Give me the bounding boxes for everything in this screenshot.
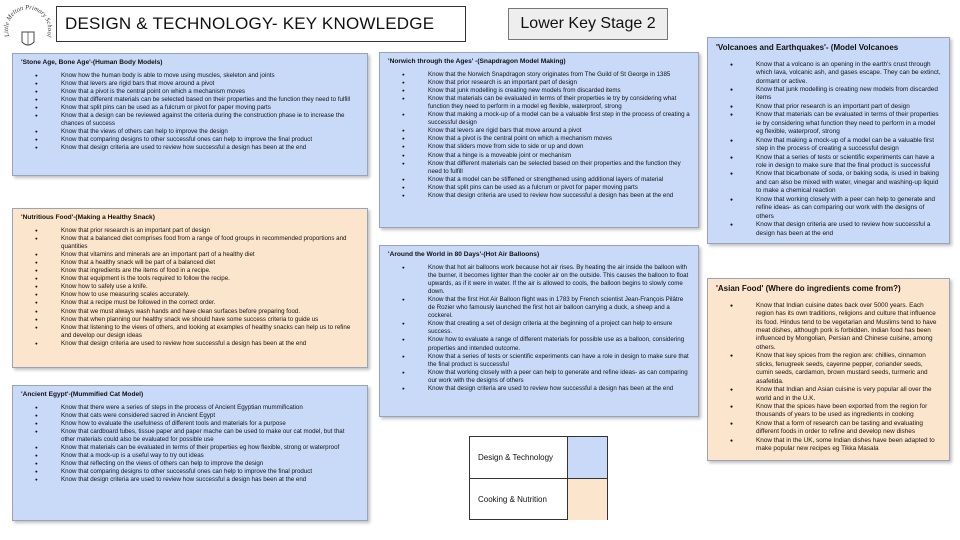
list-item: ● Know that making a mock-up of a model can be a valuable first step in the process of creating a successful design (756, 137, 941, 154)
list-item: ● Know that equipment is the tools required to follow the recipe. (61, 275, 359, 283)
list-item: ● Know that design criteria are used to review how successful a design has been at the end (61, 144, 359, 152)
list-item: ● Know that a series of tests or scientific experiments can have a role in design to make sure that the final product is successful (428, 353, 690, 369)
list-item: ● Know that a form of research can be tasting and evaluating different foods in order to refine and develop new dishes (756, 420, 941, 437)
list-item: ● Know that listening to the views of others, and looking at examples of healthy snacks can help us to refine and develop our design ideas (61, 324, 359, 340)
list-item: ● Know that a mock-up is a useful way to try out ideas (61, 452, 359, 460)
key-label: Design & Technology (470, 437, 568, 478)
knowledge-list (21, 72, 359, 153)
list-item: ● Know that Indian cuisine dates back over 5000 years. Each region has its own traditions, religions and culture that influence its food. Hindus tend to be vegetarian and Muslims tend to have meat dishes, although pork is forbidden. Indian food has been influenced by Mongolian, Persian and Chinese cuisine, among others. (756, 302, 941, 353)
list-item: ● Know that ingredients are the items of food in a recipe. (61, 267, 359, 275)
list-item: ● Know that a design can be reviewed against the criteria during the construction phase ie to increase the chances of success (61, 112, 359, 128)
key-swatch-blue (568, 437, 607, 478)
card-nutritious-food (12, 208, 368, 368)
list-item: ● Know that a pivot is the central point on which a mechanism moves (428, 135, 690, 143)
card-ancient-egypt (12, 385, 368, 521)
card-title: 'Nutritious Food'-(Making a Healthy Snack) (21, 214, 155, 221)
list-item: ● Know that in the UK, some Indian dishes have been adapted to make popular new recipes eg Tikka Masala (756, 437, 941, 454)
key-label: Cooking & Nutrition (470, 479, 568, 520)
list-item: ● Know that design criteria are used to review how successful a design has been at the end (61, 476, 359, 484)
logo-text: Little Melton Primary School (2, 4, 54, 38)
list-item: ● Know that split pins can be used as a fulcrum or pivot for paper moving parts (428, 184, 690, 192)
list-item: ● Know that a hinge is a moveable joint or mechanism (428, 152, 690, 160)
list-item: ● Know how to safely use a knife. (61, 283, 359, 291)
list-item: ● Know that the Norwich Snapdragon story originates from The Guild of St George in 1385 (428, 71, 690, 79)
page-title (56, 6, 466, 42)
key-swatch-peach (568, 479, 607, 520)
list-item: ● Know that making a mock-up of a model can be a valuable first step in the process of creating a successful design (428, 111, 690, 127)
list-item: ● Know how to evaluate a range of different materials for possible use as a balloon, considering properties and intended outcome. (428, 336, 690, 352)
list-item: ● Know that when planning our healthy snack we should have some success criteria to guide us (61, 316, 359, 324)
list-item: ● Know that a model can be stiffened or strengthened using additional layers of material (428, 176, 690, 184)
list-item: ● Know that a pivot is the central point on which a mechanism moves (61, 88, 359, 96)
school-crest-icon (2, 2, 54, 54)
list-item: ● Know how to use measuring scales accurately. (61, 291, 359, 299)
card-title: 'Ancient Egypt'-(Mummified Cat Model) (21, 391, 144, 398)
knowledge-list (716, 302, 941, 454)
list-item: ● Know that comparing designs to other successful ones can help to improve the final product (61, 468, 359, 476)
list-item: ● Know that we must always wash hands and have clean surfaces before preparing food. (61, 308, 359, 316)
list-item: ● Know that the spices have been exported from the region for thousands of years to be used as ingredients in cooking (756, 403, 941, 420)
list-item: ● Know that bicarbonate of soda, or baking soda, is used in baking and can also be mixed with water, vinegar and washing-up liquid to make a chemical reaction (756, 170, 941, 195)
list-item: ● Know that design criteria are used to review how successful a design has been at the end (428, 385, 690, 393)
list-item: ● Know that levers are rigid bars that move around a pivot (428, 127, 690, 135)
list-item: ● Know that there were a series of steps in the process of Ancient Egyptian mummification (61, 404, 359, 412)
list-item: ● Know that junk modelling is creating new models from discarded items (756, 86, 941, 103)
list-item: ● Know that levers are rigid bars that move around a pivot (61, 80, 359, 88)
card-asian-food (707, 278, 950, 461)
list-item: ● Know that the views of others can help to improve the design (61, 128, 359, 136)
card-title: 'Stone Age, Bone Age'-(Human Body Models) (21, 59, 163, 66)
color-key (469, 436, 608, 520)
list-item: ● Know that prior research is an important part of design (61, 227, 359, 235)
stage-label (508, 8, 668, 40)
list-item: ● Know that design criteria are used to review how successful a design has been at the end (428, 192, 690, 200)
card-stone-age (12, 53, 368, 176)
key-row-design-technology (470, 437, 607, 478)
list-item: ● Know that cats were considered sacred in Ancient Egypt (61, 412, 359, 420)
list-item: ● Know that a volcano is an opening in the earth's crust through which lava, volcanic ash, and gases escape. They can be extinct, dormant or active. (756, 61, 941, 86)
list-item: ● Know that a series of tests or scientific experiments can have a role in design to make sure that the final product is successful (756, 154, 941, 171)
card-title: 'Norwich through the Ages' -(Snapdragon Model Making) (388, 58, 566, 65)
list-item: ● Know that hot air balloons work because hot air rises. By heating the air inside the balloon with the burner, it becomes lighter than the cooler air on the outside. This causes the balloon to float upwards, as if it were in water. If the air is allowed to cools, the balloon begins to slowly come down. (428, 264, 690, 296)
list-item: ● Know that prior research is an important part of design (428, 79, 690, 87)
list-item: ● Know that cardboard tubes, tissue paper and paper mache can be used to make our cat model, but that other materials could also be evaluated for possible use (61, 428, 359, 444)
card-title: 'Around the World in 80 Days'-(Hot Air Balloons) (388, 251, 540, 258)
list-item: ● Know that the first Hot Air Balloon flight was in 1783 by French scientist Jean-François Pilâtre de Rozier who famously launched the first hot air balloon carrying a duck, a sheep and a cockerel. (428, 296, 690, 320)
card-title: 'Volcanoes and Earthquakes'- (Model Volcanoes (716, 43, 899, 52)
list-item: ● Know that materials can be evaluated in terms of their properties ie by considering what function they need to perform in a model eg flexible, waterproof, strong (756, 111, 941, 136)
knowledge-list (716, 61, 941, 239)
card-around-world (379, 245, 699, 417)
list-item: ● Know that design criteria are used to review how successful a design has been at the end (756, 221, 941, 238)
list-item: ● Know that prior research is an important part of design (756, 103, 941, 111)
list-item: ● Know that a healthy snack will be part of a balanced diet (61, 259, 359, 267)
knowledge-list (388, 71, 690, 200)
knowledge-list (21, 404, 359, 485)
list-item: ● Know that working closely with a peer can help to generate and refine ideas- as can comparing our work with the designs of others (756, 196, 941, 221)
list-item: ● Know that materials can be evaluated in terms of their properties ie try by considering what function they need to perform in a model eg flexible, waterproof, strong (428, 95, 690, 111)
knowledge-list (21, 227, 359, 348)
list-item: ● Know that comparing designs to other successful ones can help to improve the final product (61, 136, 359, 144)
list-item: ● Know that vitamins and minerals are an important part of a healthy diet (61, 251, 359, 259)
list-item: ● Know that split pins can be used as a fulcrum or pivot for paper moving parts (61, 104, 359, 112)
knowledge-list (388, 264, 690, 393)
card-volcanoes (707, 37, 950, 244)
card-norwich (379, 52, 699, 228)
list-item: ● Know that junk modelling is creating new models from discarded items (428, 87, 690, 95)
card-title: 'Asian Food' (Where do ingredients come from?) (716, 284, 901, 293)
list-item: ● Know that sliders move from side to side or up and down (428, 143, 690, 151)
list-item: ● Know that creating a set of design criteria at the beginning of a project can help to ensure success. (428, 320, 690, 336)
list-item: ● Know that key spices from the region are: chillies, cinnamon sticks, fenugreek seeds, cayenne pepper, coriander seeds, cumin seeds, cardamon, brown mustard seeds, turmeric and asafetida. (756, 352, 941, 386)
list-item: ● Know that a recipe must be followed in the correct order. (61, 299, 359, 307)
list-item: ● Know that design criteria are used to review how successful a design has been at the end (61, 340, 359, 348)
page-title-text: DESIGN & TECHNOLOGY- KEY KNOWLEDGE (65, 14, 435, 33)
list-item: ● Know that Indian and Asian cuisine is very popular all over the world and in the U.K. (756, 386, 941, 403)
list-item: ● Know that materials can be evaluated in terms of their properties eg how flexible, strong or waterproof (61, 444, 359, 452)
list-item: ● Know that working closely with a peer can help to generate and refine ideas- as can comparing our work with the designs of others (428, 369, 690, 385)
list-item: ● Know how the human body is able to move using muscles, skeleton and joints (61, 72, 359, 80)
list-item: ● Know that a balanced diet comprises food from a range of food groups in recommended proportions and quantities (61, 235, 359, 251)
list-item: ● Know how to evaluate the usefulness of different tools and materials for a purpose (61, 420, 359, 428)
key-row-cooking-nutrition (470, 478, 607, 520)
list-item: ● Know that different materials can be selected based on their properties and the function they need to fulfill (61, 96, 359, 104)
stage-label-text: Lower Key Stage 2 (520, 15, 656, 32)
list-item: ● Know that reflecting on the views of others can help to improve the design (61, 460, 359, 468)
list-item: ● Know that different materials can be selected based on their properties and the function they need to fulfill (428, 160, 690, 176)
